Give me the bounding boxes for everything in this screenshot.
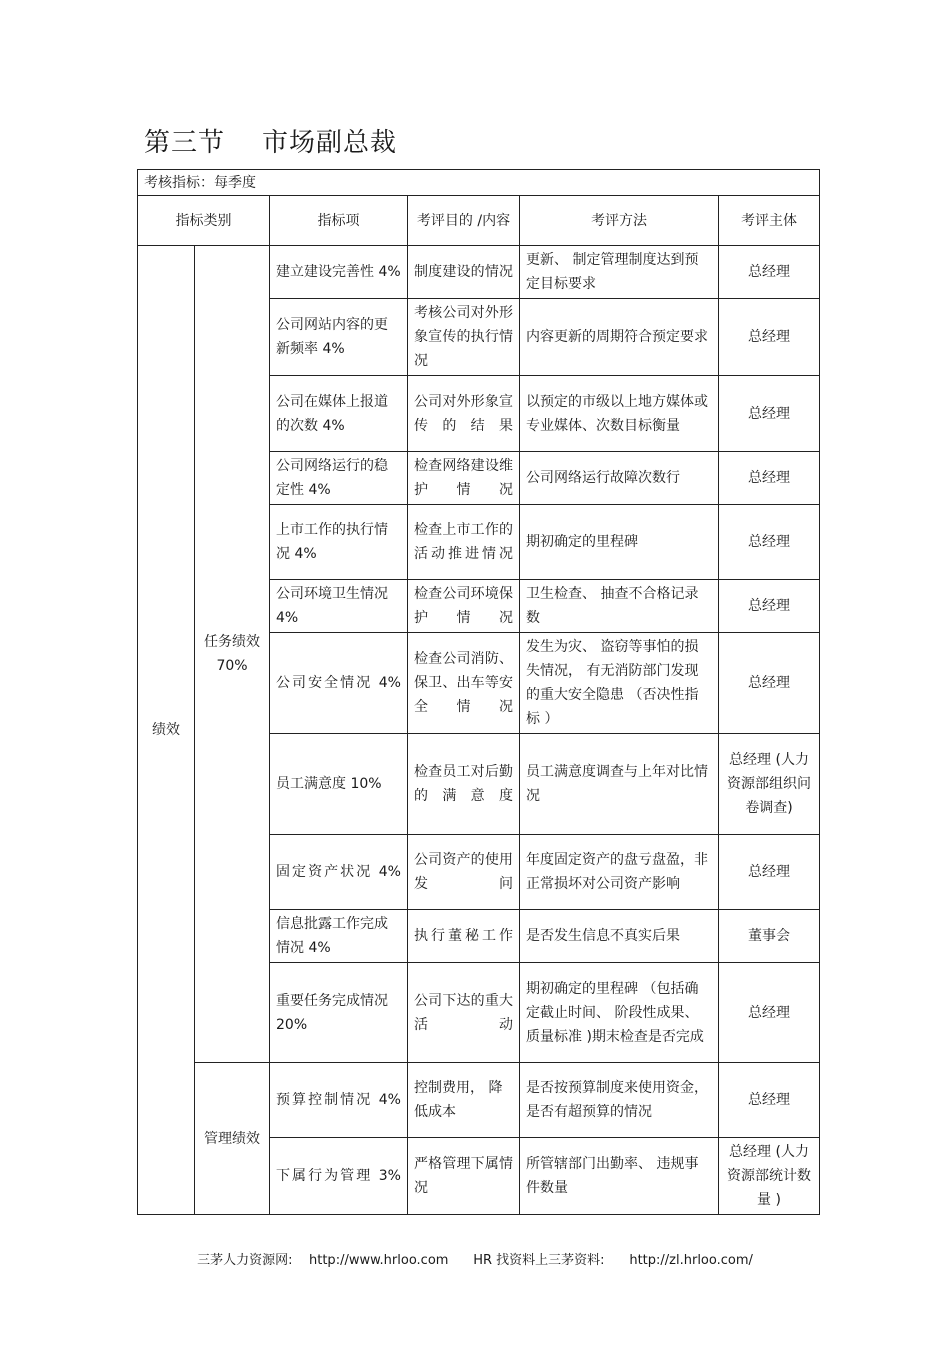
row-method: 员工满意度调查与上年对比情况 <box>520 734 719 835</box>
row-item: 重要任务完成情况 20% <box>270 963 408 1063</box>
row-subject: 总经理 <box>719 246 820 299</box>
row-purpose: 公司下达的重大活动 <box>408 963 520 1063</box>
row-subject: 总经理 <box>719 376 820 452</box>
header-purpose: 考评目的 /内容 <box>408 196 520 246</box>
row-item: 公司安全情况 4% <box>270 633 408 734</box>
row-subject: 总经理 <box>719 633 820 734</box>
row-item: 上市工作的执行情况 4% <box>270 505 408 580</box>
row-subject: 总经理 <box>719 452 820 505</box>
row-purpose: 严格管理下属情况 <box>408 1138 520 1215</box>
row-subject: 总经理 (人力资源部统计数量 ) <box>719 1138 820 1215</box>
row-purpose: 公司对外形象宣传的结果 <box>408 376 520 452</box>
row-method: 是否发生信息不真实后果 <box>520 910 719 963</box>
row-item: 信息批露工作完成情况 4% <box>270 910 408 963</box>
table-row <box>138 246 820 299</box>
header-item: 指标项 <box>270 196 408 246</box>
row-purpose: 检查员工对后勤的满意度 <box>408 734 520 835</box>
row-purpose: 制度建设的情况 <box>408 246 520 299</box>
row-item: 公司环境卫生情况 4% <box>270 580 408 633</box>
row-method: 卫生检查、 抽查不合格记录数 <box>520 580 719 633</box>
period-row <box>138 170 820 196</box>
row-purpose: 检查上市工作的活动推进情况 <box>408 505 520 580</box>
row-purpose: 检查公司消防、保卫、出车等安全情况 <box>408 633 520 734</box>
row-method: 公司网络运行故障次数行 <box>520 452 719 505</box>
period-label: 考核指标：每季度 <box>138 170 820 196</box>
row-subject: 总经理 (人力资源部组织问卷调查) <box>719 734 820 835</box>
row-purpose: 考核公司对外形象宣传的执行情况 <box>408 299 520 376</box>
table-row <box>138 1063 820 1138</box>
row-subject: 总经理 <box>719 299 820 376</box>
row-item: 员工满意度 10% <box>270 734 408 835</box>
row-item: 预算控制情况 4% <box>270 1063 408 1138</box>
row-method: 期初确定的里程碑 <box>520 505 719 580</box>
row-method: 年度固定资产的盘亏盘盈，非正常损坏对公司资产影响 <box>520 835 719 910</box>
row-method: 期初确定的里程碑 （包括确定截止时间、 阶段性成果、质量标准 )期末检查是否完成 <box>520 963 719 1063</box>
row-item: 公司网络运行的稳定性 4% <box>270 452 408 505</box>
header-method: 考评方法 <box>520 196 719 246</box>
row-item: 公司网站内容的更新频率 4% <box>270 299 408 376</box>
row-item: 建立建设完善性 4% <box>270 246 408 299</box>
row-subject: 总经理 <box>719 580 820 633</box>
row-method: 更新、 制定管理制度达到预定目标要求 <box>520 246 719 299</box>
row-purpose: 控制费用， 降低成本 <box>408 1063 520 1138</box>
page-footer: 三茅人力资源网: http://www.hrloo.com HR 找资料上三茅资料: http://zl.hrloo.com/ <box>197 1253 753 1268</box>
row-method: 内容更新的周期符合预定要求 <box>520 299 719 376</box>
row-subject: 总经理 <box>719 1063 820 1138</box>
category-level1: 绩效 <box>138 246 195 1215</box>
row-method: 以预定的市级以上地方媒体或专业媒体、次数目标衡量 <box>520 376 719 452</box>
group-management-performance: 管理绩效 <box>195 1063 270 1215</box>
row-purpose: 检查公司环境保护情况 <box>408 580 520 633</box>
row-subject: 董事会 <box>719 910 820 963</box>
row-subject: 总经理 <box>719 963 820 1063</box>
evaluation-table <box>137 169 820 1215</box>
header-subject: 考评主体 <box>719 196 820 246</box>
header-row <box>138 196 820 246</box>
group-task-performance: 任务绩效 70% <box>195 246 270 1063</box>
row-purpose: 检查网络建设维护情况 <box>408 452 520 505</box>
page-title: 第三节 市场副总裁 <box>144 128 398 158</box>
row-method: 是否按预算制度来使用资金， 是否有超预算的情况 <box>520 1063 719 1138</box>
row-method: 发生为灾、 盗窃等事怕的损失情况， 有无消防部门发现的重大安全隐患 （否决性指标 ） <box>520 633 719 734</box>
row-item: 下属行为管理 3% <box>270 1138 408 1215</box>
row-method: 所管辖部门出勤率、 违规事件数量 <box>520 1138 719 1215</box>
row-purpose: 公司资产的使用发问 <box>408 835 520 910</box>
row-item: 公司在媒体上报道的次数 4% <box>270 376 408 452</box>
row-subject: 总经理 <box>719 505 820 580</box>
row-subject: 总经理 <box>719 835 820 910</box>
header-category: 指标类别 <box>138 196 270 246</box>
row-item: 固定资产状况 4% <box>270 835 408 910</box>
row-purpose: 执行董秘工作 <box>408 910 520 963</box>
